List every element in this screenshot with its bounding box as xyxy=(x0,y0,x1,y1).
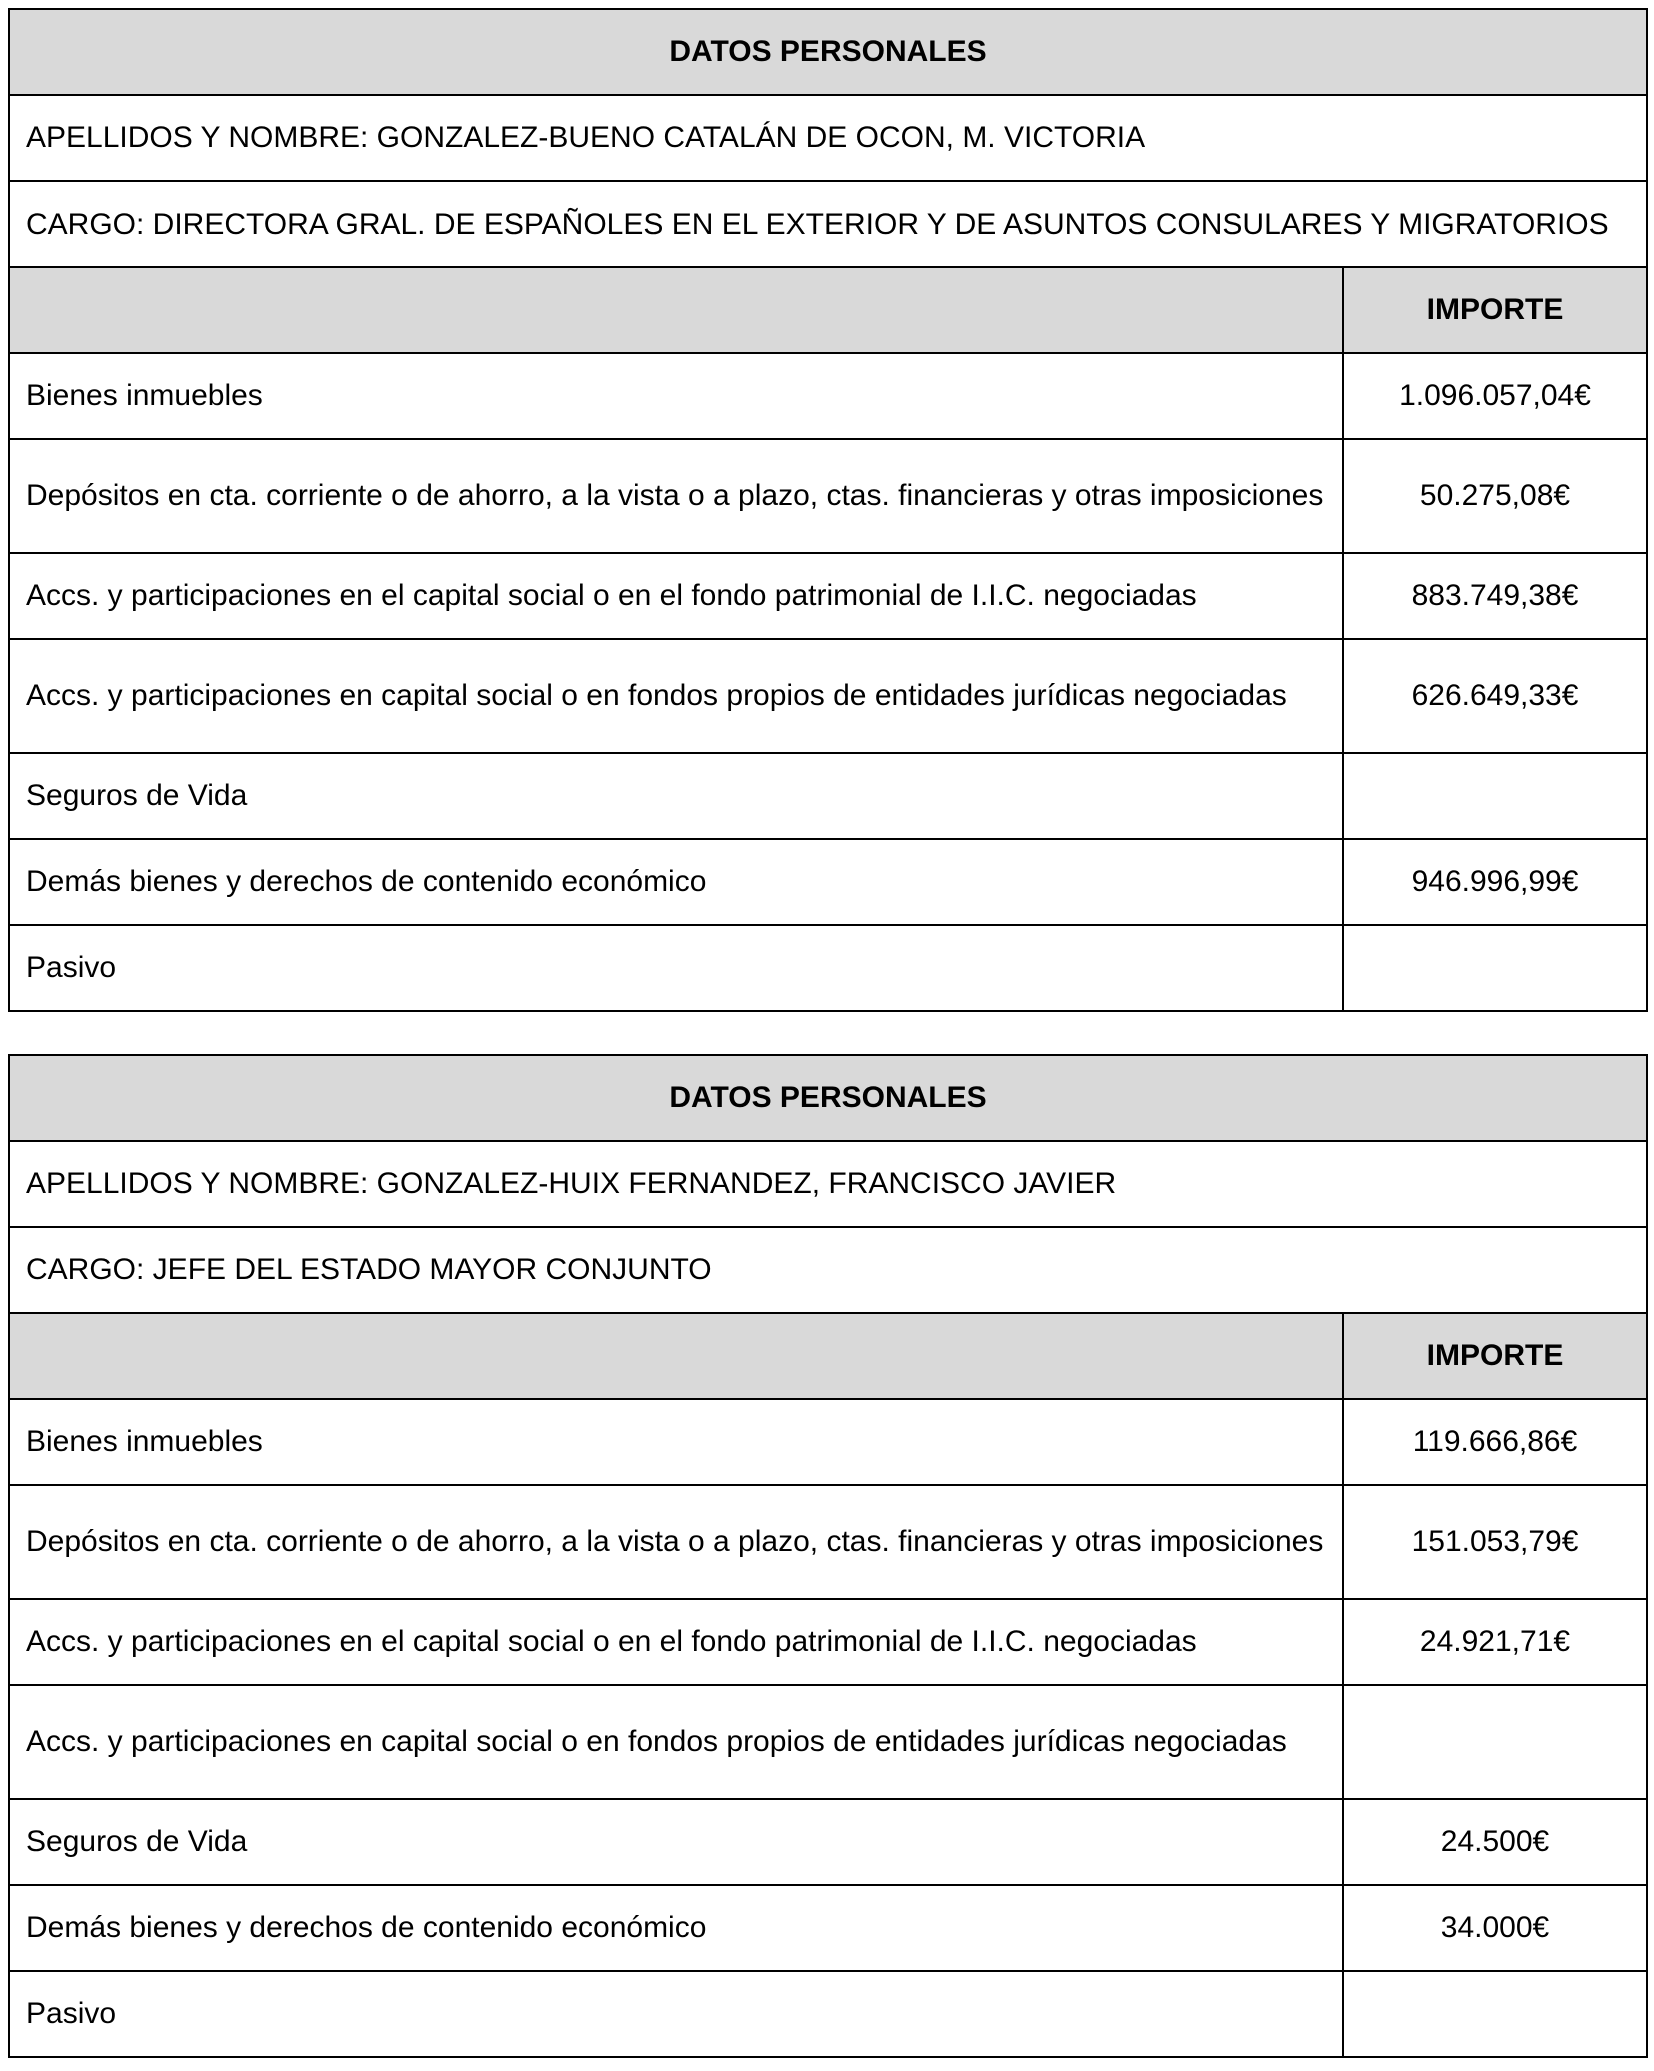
table-row xyxy=(9,1971,1647,2057)
table-row xyxy=(9,1485,1647,1599)
personal-data-table-2 xyxy=(8,1054,1648,2058)
row-label: Demás bienes y derechos de contenido económico xyxy=(9,1885,1343,1971)
row-label: Accs. y participaciones en el capital social o en el fondo patrimonial de I.I.C. negociadas xyxy=(9,553,1343,639)
name-line: APELLIDOS Y NOMBRE: GONZALEZ-BUENO CATALÁN DE OCON, M. VICTORIA xyxy=(9,95,1647,181)
row-amount xyxy=(1343,1971,1647,2057)
row-label: Seguros de Vida xyxy=(9,753,1343,839)
row-amount: 24.500€ xyxy=(1343,1799,1647,1885)
column-header-blank xyxy=(9,267,1343,353)
row-amount: 24.921,71€ xyxy=(1343,1599,1647,1685)
row-label: Accs. y participaciones en el capital social o en el fondo patrimonial de I.I.C. negociadas xyxy=(9,1599,1343,1685)
cargo-line: CARGO: DIRECTORA GRAL. DE ESPAÑOLES EN EL EXTERIOR Y DE ASUNTOS CONSULARES Y MIGRATORIOS xyxy=(9,181,1647,267)
importe-column-header: IMPORTE xyxy=(1343,267,1647,353)
row-label: Pasivo xyxy=(9,1971,1343,2057)
row-label: Pasivo xyxy=(9,925,1343,1011)
table-row xyxy=(9,639,1647,753)
row-amount: 626.649,33€ xyxy=(1343,639,1647,753)
table-row xyxy=(9,353,1647,439)
row-label: Seguros de Vida xyxy=(9,1799,1343,1885)
table-row xyxy=(9,439,1647,553)
row-amount xyxy=(1343,925,1647,1011)
table-row xyxy=(9,1685,1647,1799)
row-label: Depósitos en cta. corriente o de ahorro, a la vista o a plazo, ctas. financieras y otras imposiciones xyxy=(9,1485,1343,1599)
row-label: Bienes inmuebles xyxy=(9,1399,1343,1485)
row-label: Demás bienes y derechos de contenido económico xyxy=(9,839,1343,925)
table-row xyxy=(9,1399,1647,1485)
row-amount: 883.749,38€ xyxy=(1343,553,1647,639)
row-amount: 1.096.057,04€ xyxy=(1343,353,1647,439)
row-amount: 34.000€ xyxy=(1343,1885,1647,1971)
cargo-line: CARGO: JEFE DEL ESTADO MAYOR CONJUNTO xyxy=(9,1227,1647,1313)
table-row xyxy=(9,1599,1647,1685)
row-label: Bienes inmuebles xyxy=(9,353,1343,439)
table-row xyxy=(9,1799,1647,1885)
row-amount xyxy=(1343,753,1647,839)
table-row xyxy=(9,925,1647,1011)
row-amount: 119.666,86€ xyxy=(1343,1399,1647,1485)
row-amount: 946.996,99€ xyxy=(1343,839,1647,925)
name-line: APELLIDOS Y NOMBRE: GONZALEZ-HUIX FERNANDEZ, FRANCISCO JAVIER xyxy=(9,1141,1647,1227)
row-label: Depósitos en cta. corriente o de ahorro, a la vista o a plazo, ctas. financieras y otras imposiciones xyxy=(9,439,1343,553)
table-row xyxy=(9,753,1647,839)
row-amount xyxy=(1343,1685,1647,1799)
importe-column-header: IMPORTE xyxy=(1343,1313,1647,1399)
row-label: Accs. y participaciones en capital social o en fondos propios de entidades jurídicas negociadas xyxy=(9,639,1343,753)
row-amount: 151.053,79€ xyxy=(1343,1485,1647,1599)
column-header-blank xyxy=(9,1313,1343,1399)
row-amount: 50.275,08€ xyxy=(1343,439,1647,553)
table-row xyxy=(9,553,1647,639)
table-header: DATOS PERSONALES xyxy=(9,9,1647,95)
personal-data-table-1 xyxy=(8,8,1648,1012)
table-row xyxy=(9,1885,1647,1971)
table-row xyxy=(9,839,1647,925)
row-label: Accs. y participaciones en capital social o en fondos propios de entidades jurídicas negociadas xyxy=(9,1685,1343,1799)
table-header: DATOS PERSONALES xyxy=(9,1055,1647,1141)
